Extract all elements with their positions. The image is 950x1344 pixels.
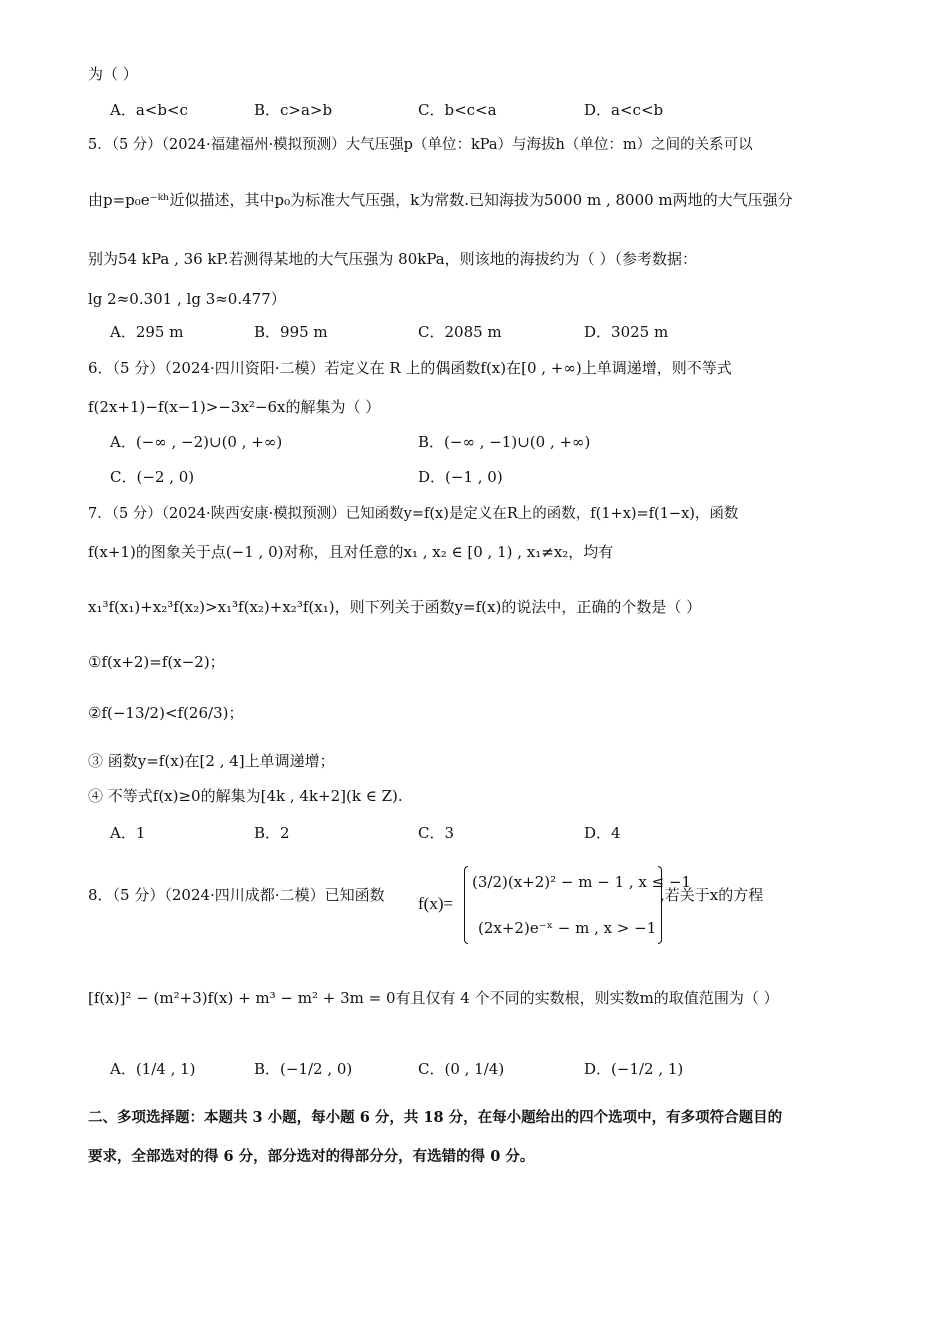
q6-option-d: D．(−1 , 0) [418,468,503,486]
q5-option-c: C．2085 m [418,323,502,341]
q7-statement-4: ④ 不等式f(x)≥0的解集为[4k , 4k+2](k ∈ Z). [88,787,403,805]
q8-option-c: C．(0 , 1/4) [418,1060,505,1078]
q4-tail: 为（ ） [88,65,138,83]
q6-option-a: A．(−∞ , −2)∪(0 , +∞) [110,433,283,451]
q7-option-d: D．4 [584,824,621,842]
q5-option-d: D．3025 m [584,323,669,341]
q8-piece-1: (3/2)(x+2)² − m − 1 , x ≤ −1 [472,873,692,891]
q8-stem-intro: 8．（5 分）（2024·四川成都·二模）已知函数 [88,886,385,904]
q7-statement-1: ①f(x+2)=f(x−2)； [88,653,225,671]
left-brace [464,866,468,944]
q5-stem-line1: 5．（5 分）（2024·福建福州·模拟预测）大气压强p（单位：kPa）与海拔h（单位：m）之间的关系可以 [88,137,753,153]
right-brace [658,866,662,944]
q6-option-b: B．(−∞ , −1)∪(0 , +∞) [418,433,591,451]
q6-stem-line2: f(2x+1)−f(x−1)>−3x²−6x的解集为（ ） [88,398,381,416]
q5-stem-line2: 由p=p₀e⁻ᵏʰ近似描述，其中p₀为标准大气压强，k为常数.已知海拔为5000 m , 8000 m两地的大气压强分 [88,191,793,209]
section-2-instructions: 要求，全部选对的得 6 分，部分选对的得部分分，有选错的得 0 分。 [88,1148,535,1165]
q8-equation-line: [f(x)]² − (m²+3)f(x) + m³ − m² + 3m = 0有且仅有 4 个不同的实数根，则实数m的取值范围为（ ） [88,989,779,1007]
q4-option-d: D．a<c<b [584,101,664,119]
q7-stem-line1: 7．（5 分）（2024·陕西安康·模拟预测）已知函数y=f(x)是定义在R上的函数，f(1+x)=f(1−x)，函数 [88,506,739,522]
q7-stem-line3: x₁³f(x₁)+x₂³f(x₂)>x₁³f(x₂)+x₂³f(x₁)，则下列关于函数y=f(x)的说法中，正确的个数是（ ） [88,598,702,616]
section-2-heading: 二、多项选择题：本题共 3 小题，每小题 6 分，共 18 分，在每小题给出的四个选项中，有多项符合题目的 [88,1109,783,1126]
q8-option-b: B．(−1/2 , 0) [254,1060,353,1078]
q5-stem-line3: 别为54 kPa , 36 kP.若测得某地的大气压强为 80kPa，则该地的海拔约为（ ）（参考数据： [88,250,697,268]
q7-option-a: A．1 [110,824,146,842]
q4-option-b: B．c>a>b [254,101,333,119]
q6-stem-line1: 6．（5 分）（2024·四川资阳·二模）若定义在 R 上的偶函数f(x)在[0 , +∞)上单调递增，则不等式 [88,359,732,377]
q8-stem-continued: ,若关于x的方程 [660,886,764,904]
q8-option-a: A．(1/4 , 1) [110,1060,196,1078]
q8-piece-2: (2x+2)e⁻ˣ − m , x > −1 [478,919,657,937]
q5-option-b: B．995 m [254,323,328,341]
q6-option-c: C．(−2 , 0) [110,468,195,486]
q4-option-a: A．a<b<c [110,101,188,119]
q4-option-c: C．b<c<a [418,101,497,119]
q5-reference-data: lg 2≈0.301 , lg 3≈0.477） [88,290,286,308]
q7-statement-3: ③ 函数y=f(x)在[2 , 4]上单调递增； [88,752,335,770]
q7-statement-2: ②f(−13/2)<f(26/3)； [88,704,244,722]
q5-option-a: A．295 m [110,323,184,341]
q7-option-c: C．3 [418,824,455,842]
q7-option-b: B．2 [254,824,290,842]
q7-stem-line2: f(x+1)的图象关于点(−1 , 0)对称，且对任意的x₁ , x₂ ∈ [0 , 1) , x₁≠x₂，均有 [88,543,614,561]
q8-option-d: D．(−1/2 , 1) [584,1060,684,1078]
